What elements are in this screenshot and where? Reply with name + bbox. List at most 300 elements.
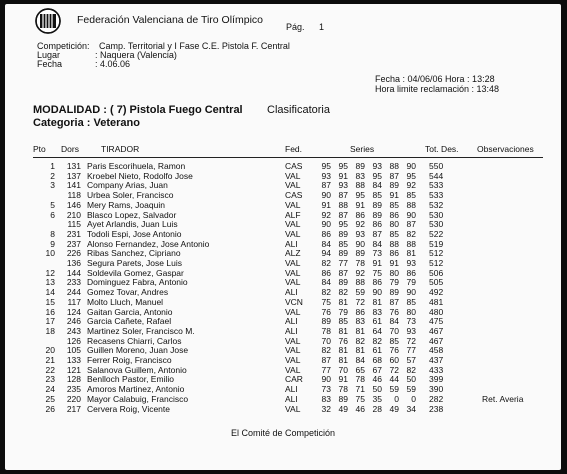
cell-dors: 121 xyxy=(66,364,81,375)
cell-series-score: 72 xyxy=(389,364,399,375)
table-row xyxy=(5,345,561,355)
cell-series-score: 89 xyxy=(355,161,365,171)
table-row xyxy=(5,404,561,414)
col-header-tot-des: Tot. Des. xyxy=(425,144,459,154)
cell-shooter-name: Ayet Arlandis, Juan Luis xyxy=(87,219,178,230)
cell-series-score: 81 xyxy=(338,355,348,365)
cell-dors: 133 xyxy=(66,355,81,365)
cell-pto: 16 xyxy=(45,306,55,317)
cell-series-score: 85 xyxy=(389,199,399,210)
cell-series-score: 90 xyxy=(406,161,416,171)
cell-series-score: 92 xyxy=(355,267,365,278)
cell-dors: 126 xyxy=(66,335,81,346)
cell-dors: 217 xyxy=(66,403,81,414)
cell-series-score: 44 xyxy=(389,374,399,385)
cell-shooter-name: Salanova Guillem, Antonio xyxy=(87,364,187,375)
cell-series-score: 91 xyxy=(338,170,348,181)
cell-fed: VAL xyxy=(285,258,301,268)
cell-pto: 2 xyxy=(50,170,55,181)
cell-shooter-name: Urbea Soler, Francisco xyxy=(87,190,174,201)
cell-total: 238 xyxy=(429,403,444,414)
cell-series-score: 88 xyxy=(338,199,348,210)
cell-series-score: 76 xyxy=(389,345,399,356)
cell-shooter-name: Cervera Roig, Vicente xyxy=(87,403,170,414)
cell-dors: 233 xyxy=(66,277,81,288)
cell-total: 492 xyxy=(429,287,444,298)
cell-total: 467 xyxy=(429,325,444,336)
table-row xyxy=(5,210,561,220)
report-date-time: Fecha : 04/06/06 Hora : 13:28 xyxy=(375,74,495,84)
cell-series-score: 89 xyxy=(389,287,399,298)
cell-total: 506 xyxy=(429,267,444,278)
cell-shooter-name: Ribas Sanchez, Cipriano xyxy=(87,248,181,259)
cell-pto: 3 xyxy=(50,180,55,191)
cell-shooter-name: Dominguez Fabra, Antonio xyxy=(87,277,188,288)
cell-series-score: 81 xyxy=(355,325,365,336)
cell-dors: 226 xyxy=(66,248,81,259)
cell-series-score: 87 xyxy=(321,355,331,365)
cell-series-score: 73 xyxy=(372,248,382,259)
cell-dors: 128 xyxy=(66,374,81,385)
cell-series-score: 89 xyxy=(321,316,331,327)
table-row xyxy=(5,384,561,394)
cell-fed: ALF xyxy=(285,209,301,220)
cell-series-score: 83 xyxy=(355,170,365,181)
cell-series-score: 46 xyxy=(372,374,382,385)
federation-logo-icon xyxy=(35,8,61,34)
cell-series-score: 34 xyxy=(406,403,416,414)
table-row xyxy=(5,161,561,171)
cell-pto: 25 xyxy=(45,393,55,404)
cell-series-score: 78 xyxy=(338,384,348,395)
cell-pto: 8 xyxy=(50,228,55,239)
cell-series-score: 87 xyxy=(338,190,348,201)
cell-shooter-name: Garcia Cañete, Rafael xyxy=(87,316,172,327)
cell-series-score: 85 xyxy=(389,228,399,239)
cell-series-score: 90 xyxy=(321,219,331,230)
cell-series-score: 95 xyxy=(338,161,348,171)
cell-pto: 12 xyxy=(45,267,55,278)
cell-dors: 124 xyxy=(66,306,81,317)
cell-dors: 244 xyxy=(66,287,81,298)
cell-dors: 220 xyxy=(66,393,81,404)
cell-series-score: 91 xyxy=(338,374,348,385)
cell-dors: 141 xyxy=(66,180,81,191)
cell-series-score: 90 xyxy=(355,238,365,249)
clasificatoria-label: Clasificatoria xyxy=(267,104,330,116)
cell-total: 512 xyxy=(429,248,444,259)
cell-total: 530 xyxy=(429,209,444,220)
cell-series-score: 81 xyxy=(338,345,348,356)
cell-series-score: 79 xyxy=(389,277,399,288)
cell-series-score: 93 xyxy=(406,325,416,336)
cell-fed: CAS xyxy=(285,190,303,201)
cell-series-score: 0 xyxy=(411,393,416,404)
cell-series-score: 93 xyxy=(321,170,331,181)
cell-fed: VAL xyxy=(285,219,301,230)
cell-pto: 6 xyxy=(50,209,55,220)
cell-series-score: 95 xyxy=(406,170,416,181)
cell-dors: 115 xyxy=(67,219,81,230)
cell-series-score: 77 xyxy=(406,345,416,356)
cell-pto: 5 xyxy=(50,199,55,210)
cell-fed: VAL xyxy=(285,335,301,346)
cell-series-score: 85 xyxy=(406,296,416,307)
cell-total: 467 xyxy=(429,335,444,346)
cell-fed: CAS xyxy=(285,161,303,171)
cell-series-score: 87 xyxy=(389,296,399,307)
cell-series-score: 94 xyxy=(321,248,331,259)
cell-fed: ALI xyxy=(285,325,298,336)
cell-fed: VAL xyxy=(285,364,301,375)
cell-series-score: 59 xyxy=(389,384,399,395)
cell-series-score: 0 xyxy=(394,393,399,404)
cell-series-score: 82 xyxy=(321,258,331,268)
page-number: 1 xyxy=(319,22,325,32)
cell-series-score: 91 xyxy=(355,199,365,210)
cell-series-score: 46 xyxy=(355,403,365,414)
cell-total: 512 xyxy=(429,258,444,268)
cell-series-score: 88 xyxy=(406,238,416,249)
cell-dors: 231 xyxy=(66,228,81,239)
cell-series-score: 76 xyxy=(338,335,348,346)
cell-series-score: 88 xyxy=(355,180,365,191)
cell-series-score: 82 xyxy=(338,287,348,298)
cell-series-score: 86 xyxy=(372,219,382,230)
categoria-title: Categoria : Veterano xyxy=(33,117,140,129)
cell-series-score: 73 xyxy=(406,316,416,327)
table-row xyxy=(5,307,561,317)
cell-fed: VAL xyxy=(285,403,301,414)
cell-pto: 13 xyxy=(45,277,55,288)
cell-series-score: 89 xyxy=(372,209,382,220)
cell-series-score: 90 xyxy=(406,287,416,298)
cell-series-score: 61 xyxy=(372,316,382,327)
cell-dors: 136 xyxy=(66,258,81,268)
cell-total: 475 xyxy=(429,316,444,327)
claim-deadline: Hora limite reclamación : 13:48 xyxy=(375,84,500,94)
cell-total: 505 xyxy=(429,277,444,288)
cell-series-score: 82 xyxy=(321,287,331,298)
cell-series-score: 84 xyxy=(321,277,331,288)
cell-series-score: 72 xyxy=(406,335,416,346)
cell-dors: 243 xyxy=(66,325,81,336)
cell-series-score: 82 xyxy=(355,335,365,346)
cell-series-score: 80 xyxy=(406,306,416,317)
cell-series-score: 28 xyxy=(372,403,382,414)
table-row xyxy=(5,297,561,307)
cell-shooter-name: Segura Parets, Jose Luis xyxy=(87,258,182,268)
cell-pto: 23 xyxy=(45,374,55,385)
cell-series-score: 87 xyxy=(338,209,348,220)
cell-shooter-name: Martinez Soler, Francisco M. xyxy=(87,325,195,336)
cell-series-score: 87 xyxy=(338,267,348,278)
cell-series-score: 84 xyxy=(372,180,382,191)
cell-series-score: 78 xyxy=(355,374,365,385)
cell-dors: 105 xyxy=(66,345,81,356)
cell-series-score: 95 xyxy=(321,161,331,171)
cell-series-score: 50 xyxy=(372,384,382,395)
cell-series-score: 81 xyxy=(355,345,365,356)
cell-fed: ALI xyxy=(285,238,298,249)
cell-series-score: 82 xyxy=(406,228,416,239)
cell-shooter-name: Mery Rams, Joaquin xyxy=(87,199,165,210)
cell-shooter-name: Amoros Martinez, Antonio xyxy=(87,384,185,395)
cell-pto: 21 xyxy=(45,355,55,365)
cell-series-score: 85 xyxy=(338,238,348,249)
cell-dors: 118 xyxy=(67,190,81,201)
cell-series-score: 71 xyxy=(355,384,365,395)
cell-shooter-name: Paris Escorihuela, Ramon xyxy=(87,161,186,171)
table-row xyxy=(5,287,561,297)
cell-series-score: 92 xyxy=(321,209,331,220)
cell-series-score: 92 xyxy=(355,219,365,230)
cell-total: 481 xyxy=(429,296,444,307)
cell-series-score: 75 xyxy=(355,393,365,404)
cell-total: 550 xyxy=(429,161,444,171)
cell-dors: 235 xyxy=(66,384,81,395)
cell-series-score: 82 xyxy=(372,335,382,346)
cell-series-score: 85 xyxy=(372,190,382,201)
cell-series-score: 78 xyxy=(355,258,365,268)
cell-series-score: 70 xyxy=(321,335,331,346)
cell-total: 533 xyxy=(429,180,444,191)
cell-pto: 20 xyxy=(45,345,55,356)
cell-pto: 26 xyxy=(45,403,55,414)
cell-series-score: 75 xyxy=(321,296,331,307)
cell-series-score: 84 xyxy=(321,238,331,249)
cell-series-score: 59 xyxy=(355,287,365,298)
cell-series-score: 50 xyxy=(406,374,416,385)
cell-series-score: 81 xyxy=(406,248,416,259)
cell-fed: VCN xyxy=(285,296,303,307)
cell-series-score: 81 xyxy=(338,296,348,307)
cell-dors: 131 xyxy=(66,161,81,171)
cell-total: 480 xyxy=(429,306,444,317)
cell-series-score: 86 xyxy=(355,306,365,317)
col-header-dors: Dors xyxy=(61,144,79,154)
cell-series-score: 86 xyxy=(321,228,331,239)
cell-series-score: 89 xyxy=(338,393,348,404)
table-row xyxy=(5,268,561,278)
cell-shooter-name: Todoli Espi, Jose Antonio xyxy=(87,228,182,239)
cell-pto: 1 xyxy=(50,161,55,171)
cell-fed: CAR xyxy=(285,374,303,385)
cell-total: 437 xyxy=(429,355,444,365)
cell-pto: 18 xyxy=(45,325,55,336)
cell-shooter-name: Benlloch Pastor, Emilio xyxy=(87,374,174,385)
cell-series-score: 88 xyxy=(355,277,365,288)
table-row xyxy=(5,190,561,200)
cell-shooter-name: Guillen Moreno, Juan Jose xyxy=(87,345,189,356)
cell-pto: 14 xyxy=(45,287,55,298)
cell-fed: VAL xyxy=(285,228,301,239)
cell-dors: 144 xyxy=(66,267,81,278)
cell-series-score: 95 xyxy=(372,170,382,181)
table-row xyxy=(5,394,561,404)
cell-series-score: 93 xyxy=(406,258,416,268)
table-row xyxy=(5,229,561,239)
table-row xyxy=(5,277,561,287)
cell-dors: 146 xyxy=(66,199,81,210)
lugar-value: : Naquera (Valencia) xyxy=(95,50,177,60)
cell-series-score: 65 xyxy=(355,364,365,375)
cell-series-score: 59 xyxy=(406,384,416,395)
table-row xyxy=(5,219,561,229)
cell-series-score: 72 xyxy=(355,296,365,307)
cell-pto: 24 xyxy=(45,384,55,395)
cell-shooter-name: Soldevila Gomez, Gaspar xyxy=(87,267,184,278)
table-row xyxy=(5,316,561,326)
cell-fed: VAL xyxy=(285,180,301,191)
cell-series-score: 85 xyxy=(389,335,399,346)
cell-series-score: 83 xyxy=(355,316,365,327)
cell-pto: 10 xyxy=(45,248,55,259)
table-row xyxy=(5,171,561,181)
cell-series-score: 80 xyxy=(389,219,399,230)
cell-series-score: 84 xyxy=(372,238,382,249)
cell-fed: VAL xyxy=(285,199,301,210)
cell-series-score: 89 xyxy=(338,277,348,288)
cell-series-score: 87 xyxy=(372,228,382,239)
cell-series-score: 83 xyxy=(321,393,331,404)
cell-series-score: 90 xyxy=(372,287,382,298)
cell-dors: 210 xyxy=(66,209,81,220)
competicion-value: Camp. Territorial y I Fase C.E. Pistola F. Central xyxy=(99,41,290,51)
cell-series-score: 78 xyxy=(321,325,331,336)
cell-dors: 117 xyxy=(67,296,81,307)
cell-series-score: 77 xyxy=(321,364,331,375)
cell-series-score: 82 xyxy=(321,345,331,356)
cell-shooter-name: Mayor Calabuig, Francisco xyxy=(87,393,189,404)
fecha-value: : 4.06.06 xyxy=(95,59,131,69)
page-indicator xyxy=(286,22,324,32)
cell-fed: VAL xyxy=(285,355,301,365)
cell-series-score: 90 xyxy=(321,374,331,385)
cell-series-score: 70 xyxy=(338,364,348,375)
competicion-label: Competición: xyxy=(37,41,90,51)
table-row xyxy=(5,374,561,384)
col-header-series: Series xyxy=(350,144,375,154)
cell-series-score: 70 xyxy=(389,325,399,336)
cell-series-score: 88 xyxy=(389,161,399,171)
cell-series-score: 80 xyxy=(389,267,399,278)
header-divider xyxy=(33,157,543,158)
cell-series-score: 88 xyxy=(389,238,399,249)
cell-series-score: 91 xyxy=(321,199,331,210)
cell-series-score: 88 xyxy=(406,199,416,210)
cell-series-score: 93 xyxy=(338,180,348,191)
cell-series-score: 93 xyxy=(355,228,365,239)
cell-series-score: 89 xyxy=(338,228,348,239)
cell-series-score: 84 xyxy=(389,316,399,327)
cell-series-score: 95 xyxy=(355,190,365,201)
cell-series-score: 68 xyxy=(372,355,382,365)
cell-shooter-name: Ferrer Roig, Francisco xyxy=(87,355,172,365)
cell-series-score: 85 xyxy=(406,190,416,201)
cell-total: 390 xyxy=(429,384,444,395)
cell-total: 433 xyxy=(429,364,444,375)
col-header-pto: Pto xyxy=(33,144,46,154)
table-row xyxy=(5,258,561,268)
cell-total: 399 xyxy=(429,374,444,385)
cell-series-score: 91 xyxy=(389,258,399,268)
cell-series-score: 86 xyxy=(355,209,365,220)
cell-series-score: 87 xyxy=(321,180,331,191)
cell-series-score: 76 xyxy=(389,306,399,317)
cell-series-score: 79 xyxy=(338,306,348,317)
cell-series-score: 85 xyxy=(338,316,348,327)
page-label: Pág. xyxy=(286,22,305,32)
cell-shooter-name: Recasens Chiarri, Carlos xyxy=(87,335,182,346)
cell-series-score: 73 xyxy=(321,384,331,395)
table-row xyxy=(5,336,561,346)
cell-fed: ALI xyxy=(285,384,298,395)
cell-series-score: 86 xyxy=(321,267,331,278)
cell-observaciones: Ret. Averia xyxy=(482,393,524,404)
cell-total: 530 xyxy=(429,219,444,230)
cell-series-score: 81 xyxy=(372,296,382,307)
cell-series-score: 76 xyxy=(321,306,331,317)
cell-pto: 17 xyxy=(45,316,55,327)
cell-pto: 9 xyxy=(50,238,55,249)
cell-total: 282 xyxy=(429,393,444,404)
cell-shooter-name: Alonso Fernandez, Jose Antonio xyxy=(87,238,210,249)
cell-series-score: 82 xyxy=(406,364,416,375)
table-row xyxy=(5,326,561,336)
cell-dors: 237 xyxy=(66,238,81,249)
cell-dors: 246 xyxy=(66,316,81,327)
cell-series-score: 35 xyxy=(372,393,382,404)
cell-series-score: 32 xyxy=(321,403,331,414)
cell-series-score: 57 xyxy=(406,355,416,365)
cell-series-score: 83 xyxy=(372,306,382,317)
cell-total: 544 xyxy=(429,170,444,181)
cell-series-score: 67 xyxy=(372,364,382,375)
cell-series-score: 89 xyxy=(338,248,348,259)
cell-fed: VAL xyxy=(285,267,301,278)
col-header-tirador: TIRADOR xyxy=(101,144,140,154)
cell-series-score: 89 xyxy=(372,199,382,210)
cell-total: 458 xyxy=(429,345,444,356)
cell-fed: VAL xyxy=(285,306,301,317)
cell-total: 532 xyxy=(429,199,444,210)
cell-series-score: 60 xyxy=(389,355,399,365)
table-row xyxy=(5,365,561,375)
cell-total: 533 xyxy=(429,190,444,201)
cell-fed: VAL xyxy=(285,345,301,356)
cell-series-score: 64 xyxy=(372,325,382,336)
cell-series-score: 95 xyxy=(338,219,348,230)
cell-series-score: 87 xyxy=(406,219,416,230)
cell-series-score: 77 xyxy=(338,258,348,268)
cell-series-score: 86 xyxy=(406,267,416,278)
cell-shooter-name: Company Arias, Juan xyxy=(87,180,168,191)
cell-series-score: 79 xyxy=(406,277,416,288)
cell-fed: VAL xyxy=(285,170,301,181)
cell-series-score: 92 xyxy=(406,180,416,191)
cell-series-score: 90 xyxy=(321,190,331,201)
cell-series-score: 61 xyxy=(372,345,382,356)
table-row xyxy=(5,239,561,249)
cell-shooter-name: Gomez Tovar, Andres xyxy=(87,287,169,298)
cell-pto: 22 xyxy=(45,364,55,375)
cell-series-score: 49 xyxy=(338,403,348,414)
lugar-label: Lugar xyxy=(37,50,61,60)
cell-series-score: 81 xyxy=(338,325,348,336)
table-row xyxy=(5,248,561,258)
cell-series-score: 91 xyxy=(372,258,382,268)
